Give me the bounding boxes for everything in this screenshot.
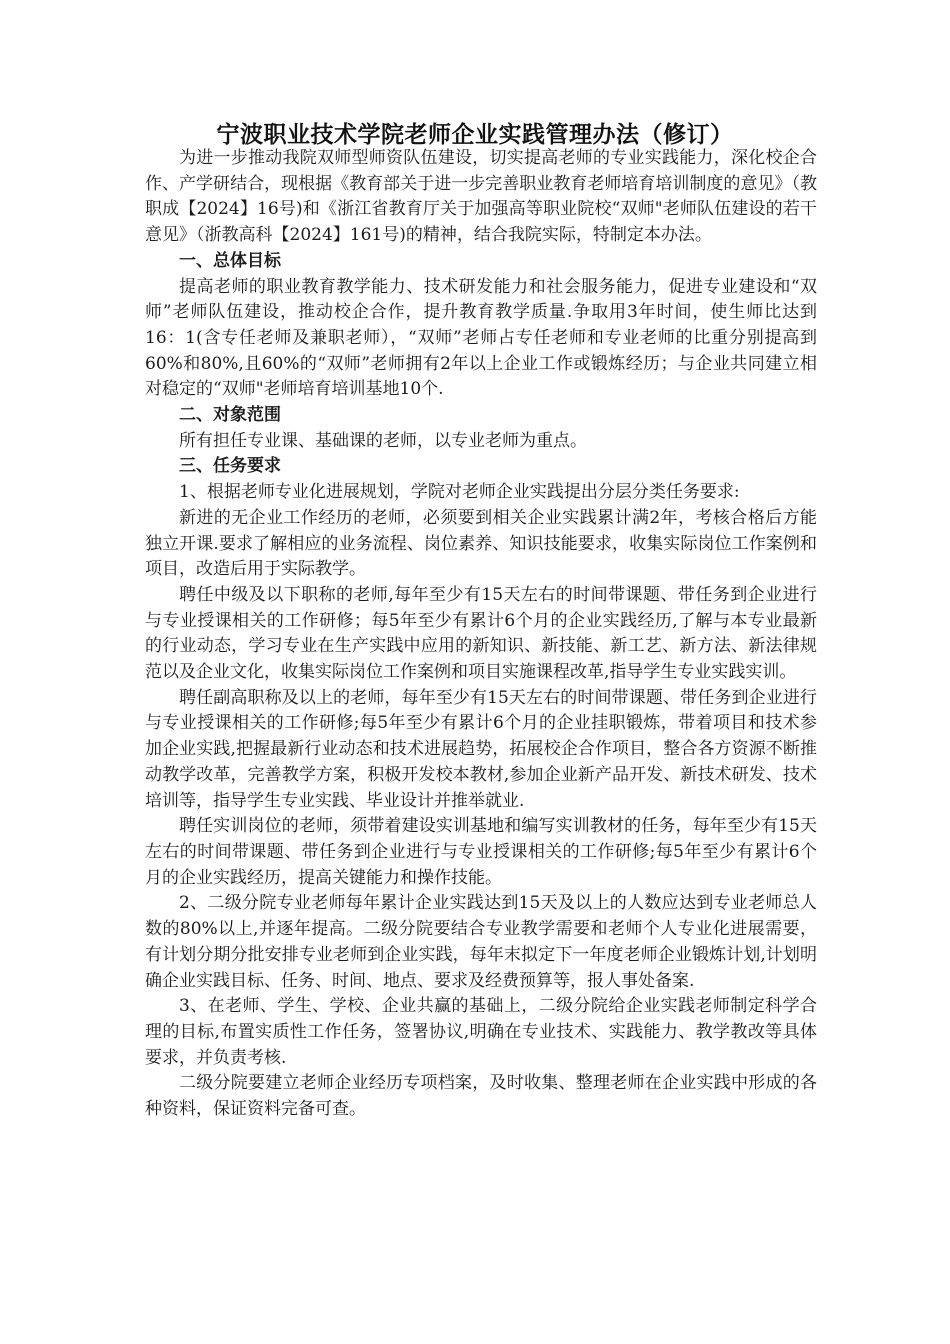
document-title: 宁波职业技术学院老师企业实践管理办法（修订）: [216, 122, 734, 148]
document-body: [145, 146, 817, 1123]
scope-paragraph: 所有担任专业课、基础课的老师，以专业老师为重点。: [179, 430, 587, 451]
requirements-paragraph-5: 聘任实训岗位的老师，须带着建设实训基地和编写实训教材的任务，每年至少有15天左右的时间带课题、带任务到企业进行与专业授课相关的工作研修;每5年至少有累计6个月的企业实践经历，提高关键能力和操作技能。: [145, 816, 817, 888]
section-heading-scope: 二、对象范围: [179, 405, 281, 426]
requirements-paragraph-4: 聘任副高职称及以上的老师，每年至少有15天左右的时间带课题、带任务到企业进行与专业授课相关的工作研修;每5年至少有累计6个月的企业挂职锻炼，带着项目和技术参加企业实践,把握最新行业动态和技术进展趋势，拓展校企合作项目，整合各方资源不断推动教学改革，完善教学方案，积极开发校本教材,参加企业新产品开发、新技术研发、技术培训等，指导学生专业实践、毕业设计并推举就业.: [145, 687, 817, 811]
requirements-paragraph-2: 新进的无企业工作经历的老师，必须要到相关企业实践累计满2年，考核合格后方能独立开课.要求了解相应的业务流程、岗位素养、知识技能要求，收集实际岗位工作案例和项目，改造后用于实际教学。: [145, 507, 817, 580]
intro-paragraph: 为进一步推动我院双师型师资队伍建设，切实提高老师的专业实践能力，深化校企合作、产学研结合，现根据《教育部关于进一步完善职业教育老师培育培训制度的意见》（教职成【2024】16号)和《浙江省教育厅关于加强高等职业院校“双师"老师队伍建设的若干意见》（浙教高科【2024】161号)的精神，结合我院实际，特制定本办法。: [145, 148, 817, 246]
section-heading-goals: 一、总体目标: [179, 250, 281, 271]
requirements-paragraph-8: 二级分院要建立老师企业经历专项档案，及时收集、整理老师在企业实践中形成的各种资料，保证资料完备可查。: [145, 1073, 817, 1120]
section-heading-requirements: 三、任务要求: [179, 456, 281, 477]
requirements-paragraph-1: 1、根据老师专业化进展规划，学院对老师企业实践提出分层分类任务要求:: [179, 482, 740, 503]
requirements-paragraph-3: 聘任中级及以下职称的老师,每年至少有15天左右的时间带课题、带任务到企业进行与专业授课相关的工作研修；每5年至少有累计6个月的企业实践经历,了解与本专业最新的行业动态，学习专业在生产实践中应用的新知识、新技能、新工艺、新方法、新法律规范以及企业文化，收集实际岗位工作案例和项目实施课程改革,指导学生专业实践实训。: [145, 584, 817, 683]
requirements-paragraph-6: 2、二级分院专业老师每年累计企业实践达到15天及以上的人数应达到专业老师总人数的80%以上,并逐年提高。二级分院要结合专业教学需要和老师个人专业化进展需要，有计划分期分批安排专业老师到企业实践，每年末拟定下一年度老师企业锻炼计划,计划明确企业实践目标、任务、时间、地点、要求及经费预算等，报人事处备案.: [145, 893, 817, 991]
requirements-paragraph-7: 3、在老师、学生、学校、企业共赢的基础上，二级分院给企业实践老师制定科学合理的目标,布置实质性工作任务，签署协议,明确在专业技术、实践能力、教学教改等具体要求，并负责考核.: [145, 996, 817, 1068]
goals-paragraph: 提高老师的职业教育教学能力、技术研发能力和社会服务能力，促进专业建设和“双师”老师队伍建设，推动校企合作，提升教育教学质量.争取用3年时间，使生师比达到16：1(含专任老师及兼职老师），“双师”老师占专任老师和专业老师的比重分别提高到60%和80%,且60%的“双师”老师拥有2年以上企业工作或锻炼经历；与企业共同建立相对稳定的“双师"老师培育培训基地10个.: [145, 276, 817, 400]
